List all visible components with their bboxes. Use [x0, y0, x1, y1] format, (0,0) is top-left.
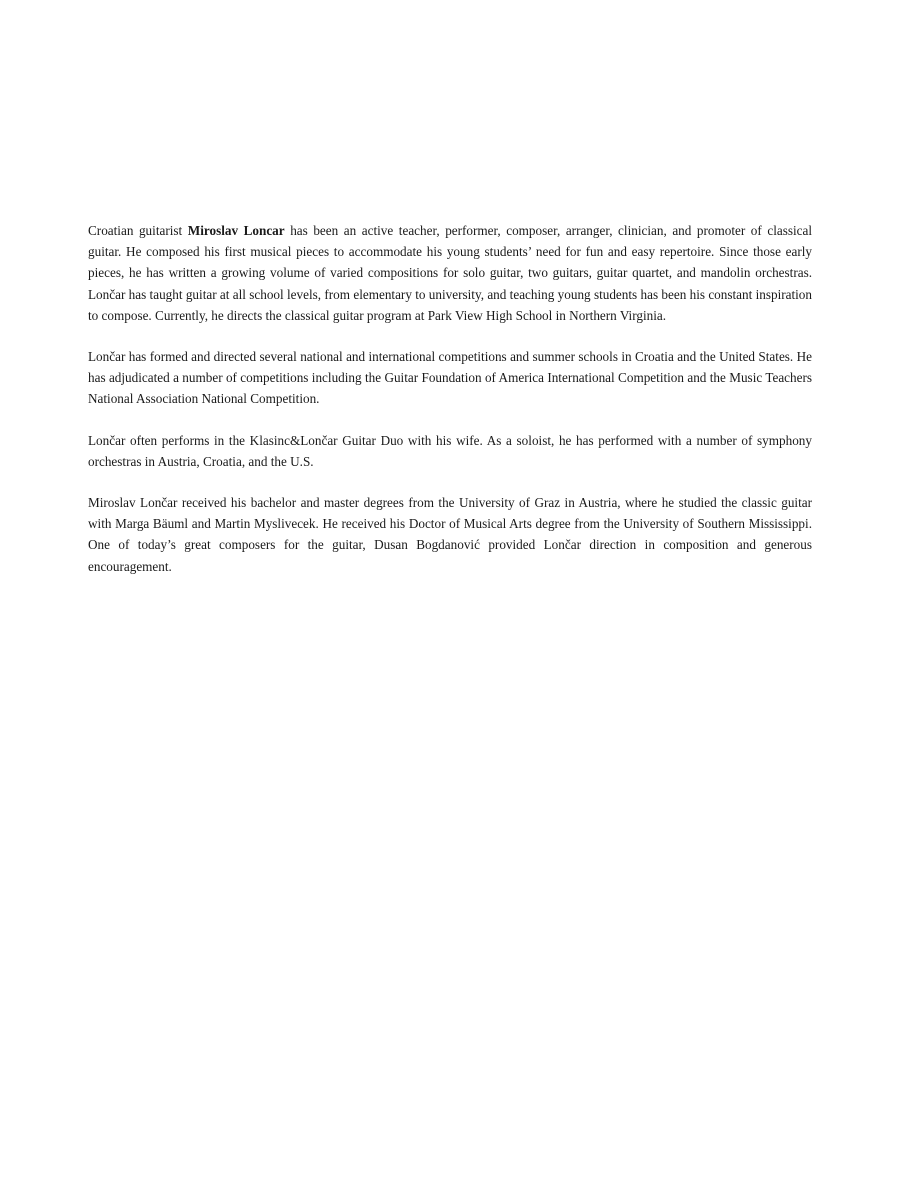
bio-paragraph-1-rest: has been an active teacher, performer, composer, arranger, clinician, and promoter of classical guitar. He composed his first musical pieces to accommodate his young students’ need for fun and easy repertoire. Since those early pieces, he has written a growing volume of varied compositions for solo guitar, two guitars, guitar quartet, and mandolin orchestras. Lončar has taught guitar at all school levels, from elementary to university, and teaching young students has been his constant inspiration to compose. Currently, he directs the classical guitar program at Park View High School in Northern Virginia.	[88, 223, 813, 323]
bio-paragraph-1-lead: Croatian guitarist	[88, 223, 188, 238]
composer-name: Miroslav Loncar	[187, 223, 285, 238]
bio-paragraph-4: Miroslav Lončar received his bachelor and master degrees from the University of Graz in Austria, where he studied the classic guitar with Marga Bäuml and Martin Myslivecek. He received his Doctor of Musical Arts degree from the University of Southern Mississippi. One of today’s great composers for the guitar, Dusan Bogdanović provided Lončar direction in composition and generous encouragement.	[88, 495, 812, 574]
bio-paragraph-3: Lončar often performs in the Klasinc&Lončar Guitar Duo with his wife. As a soloist, he has performed with a number of symphony orchestras in Austria, Croatia, and the U.S.	[88, 432, 812, 469]
bio-paragraph-1	[88, 220, 812, 326]
bio-paragraph-2: Lončar has formed and directed several national and international competitions and summer schools in Croatia and the United States. He has adjudicated a number of competitions including the Guitar Foundation of America International Competition and the Music Teachers National Association National Competition.	[88, 349, 812, 407]
biography-text	[88, 220, 812, 597]
